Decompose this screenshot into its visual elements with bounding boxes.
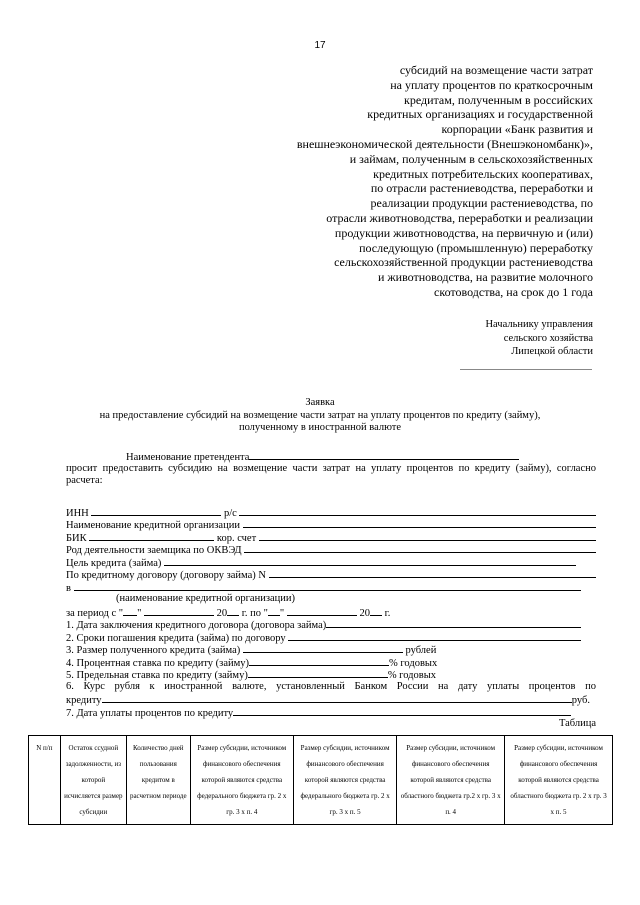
period-to-label: г. по " <box>241 607 268 619</box>
purpose-field[interactable] <box>164 556 576 566</box>
bank-row <box>66 581 596 594</box>
addressee-line: сельского хозяйства <box>503 332 593 344</box>
preamble-line: последующую (промышленную) переработку <box>359 240 593 255</box>
applicant-row <box>66 450 596 463</box>
col-header-reg-4: Размер субсидии, источником финансового обеспечения которой являются средства областного бюджета гр.2 x гр. 3 x п. 4 <box>397 736 505 825</box>
preamble-line: отрасли животноводства, переработки и реализации <box>326 210 593 225</box>
addressee-line: Липецкой области <box>511 346 593 357</box>
period-quote-2: " <box>279 607 285 619</box>
preamble-line: внешнеэкономической деятельности (Внешэкономбанк)», <box>296 136 593 151</box>
col-header-num: N п/п <box>29 736 61 825</box>
item-6-row <box>66 693 596 706</box>
col-header-fed-5: Размер субсидии, источником финансового обеспечения которой являются средства федерального бюджета гр. 2 x гр. 3 x п. 5 <box>293 736 396 825</box>
addressee <box>485 318 593 359</box>
bank-prefix: в <box>66 582 71 594</box>
item-5-field[interactable] <box>248 668 388 678</box>
item-4-row <box>66 656 596 669</box>
bank-caption: (наименование кредитной организации) <box>116 593 295 604</box>
kor-field[interactable] <box>259 531 596 541</box>
purpose-label: Цель кредита (займа) <box>66 557 162 569</box>
item-6-field[interactable] <box>102 693 572 703</box>
preamble-line: скотоводства, на срок до 1 года <box>434 284 593 299</box>
period-row <box>66 606 596 619</box>
page-number: 17 <box>314 40 326 51</box>
col-header-reg-5: Размер субсидии, источником финансового обеспечения которой являются средства областного бюджета гр. 2 x гр. 3 x п. 5 <box>505 736 613 825</box>
table-caption: Таблица <box>558 718 596 729</box>
form-title <box>0 397 640 435</box>
period-from-label: за период с " <box>66 607 124 619</box>
item-2-label: 2. Сроки погашения кредита (займа) по договору <box>66 632 286 644</box>
request-text: просит предоставить субсидию на возмещение части затрат на уплату процентов по кредиту (займу), согласно <box>66 462 596 474</box>
item-5-row <box>66 668 596 681</box>
period-from-year[interactable] <box>227 606 239 616</box>
signature-line <box>460 369 592 370</box>
title-line: Заявка <box>305 397 335 408</box>
item-4-unit: % годовых <box>389 657 438 669</box>
inn-row <box>66 506 596 519</box>
application-form <box>66 450 596 731</box>
applicant-field[interactable] <box>249 450 519 460</box>
item-4-label: 4. Процентная ставка по кредиту (займу) <box>66 657 249 669</box>
item-1-label: 1. Дата заключения кредитного договора (договора займа) <box>66 620 327 631</box>
item-5-label: 5. Предельная ставка по кредиту (займу) <box>66 670 248 681</box>
subsidy-table <box>28 735 613 825</box>
purpose-row <box>66 556 596 569</box>
col-header-days: Количество дней пользования кредитом в расчетном периоде <box>126 736 190 825</box>
item-6-label: 6. Курс рубля к иностранной валюте, установленный Банком России на дату уплаты процентов по <box>66 680 596 692</box>
item-7-field[interactable] <box>233 706 571 716</box>
contract-label: По кредитному договору (договору займа) N <box>66 570 266 581</box>
item-3-field[interactable] <box>243 643 403 653</box>
contract-row <box>66 568 596 581</box>
credit-org-label: Наименование кредитной организации <box>66 520 240 531</box>
preamble-line: по отрасли растениеводства, переработки и <box>370 181 593 196</box>
preamble-line: корпорации «Банк развития и <box>441 122 593 137</box>
credit-org-field[interactable] <box>243 518 596 528</box>
rs-label: р/с <box>224 507 237 519</box>
item-3-row <box>66 643 596 656</box>
item-3-label: 3. Размер полученного кредита (займа) <box>66 645 241 656</box>
item-2-row <box>66 631 596 644</box>
preamble-line: кредитных организациях и государственной <box>367 107 593 122</box>
item-3-unit: рублей <box>405 645 437 656</box>
document-preamble <box>253 63 593 300</box>
preamble-line: кредитных потребительских кооперативах, <box>373 166 593 181</box>
item-1-field[interactable] <box>326 618 581 628</box>
applicant-label: Наименование претендента <box>126 452 250 463</box>
item-7-row <box>66 706 596 719</box>
inn-label: ИНН <box>66 507 89 519</box>
preamble-line: реализации продукции растениеводства, по <box>370 196 593 211</box>
item-4-field[interactable] <box>249 656 389 666</box>
okved-label: Род деятельности заемщика по ОКВЭД <box>66 545 242 556</box>
period-quote: " <box>137 607 142 619</box>
rs-field[interactable] <box>239 506 596 516</box>
col-header-fed-4: Размер субсидии, источником финансового обеспечения которой являются средства федерального бюджета гр. 2 x гр. 3 x п. 4 <box>190 736 293 825</box>
item-6-unit: руб. <box>571 695 590 706</box>
credit-org-row <box>66 518 596 531</box>
title-line: на предоставление субсидий на возмещение части затрат на уплату процентов по кредиту (займу), <box>99 409 541 421</box>
period-to-day[interactable] <box>268 606 280 616</box>
table-header-row <box>29 736 613 825</box>
kor-label: кор. счет <box>216 532 257 544</box>
period-to-year[interactable] <box>370 606 382 616</box>
period-to-month[interactable] <box>287 606 357 616</box>
period-year-prefix: 20 <box>216 607 228 619</box>
inn-field[interactable] <box>91 506 221 516</box>
bik-field[interactable] <box>89 531 214 541</box>
item-1-row <box>66 618 596 631</box>
preamble-line: сельскохозяйственной продукции растениеводства <box>334 255 593 270</box>
period-from-month[interactable] <box>144 606 214 616</box>
preamble-line: и животноводства, на развитие молочного <box>377 270 593 285</box>
request-text-2: расчета: <box>66 475 103 486</box>
item-5-unit: % годовых <box>387 670 437 681</box>
col-header-balance: Остаток ссудной задолженности, из которой исчисляется размер субсидии <box>60 736 126 825</box>
bank-field[interactable] <box>74 581 581 591</box>
contract-field[interactable] <box>269 568 596 578</box>
item-6-prefix: кредиту <box>66 695 102 706</box>
period-from-day[interactable] <box>123 606 137 616</box>
preamble-line: на уплату процентов по краткосрочным <box>390 77 593 92</box>
bik-row <box>66 531 596 544</box>
preamble-line: субсидий на возмещение части затрат <box>399 63 593 77</box>
item-2-field[interactable] <box>288 631 581 641</box>
okved-field[interactable] <box>244 543 596 553</box>
addressee-line: Начальнику управления <box>485 319 593 330</box>
item-7-label: 7. Дата уплаты процентов по кредиту <box>66 707 234 719</box>
preamble-line: кредитам, полученным в российских <box>404 92 593 107</box>
bik-label: БИК <box>66 532 87 544</box>
okved-row <box>66 543 596 556</box>
preamble-line: продукции животноводства, на первичную и (или) <box>334 225 593 240</box>
period-year-suffix: г. <box>384 607 391 619</box>
period-year-prefix-2: 20 <box>359 607 370 619</box>
title-line: полученному в иностранной валюте <box>238 422 402 433</box>
preamble-line: и займам, полученным в сельскохозяйственных <box>349 151 593 166</box>
